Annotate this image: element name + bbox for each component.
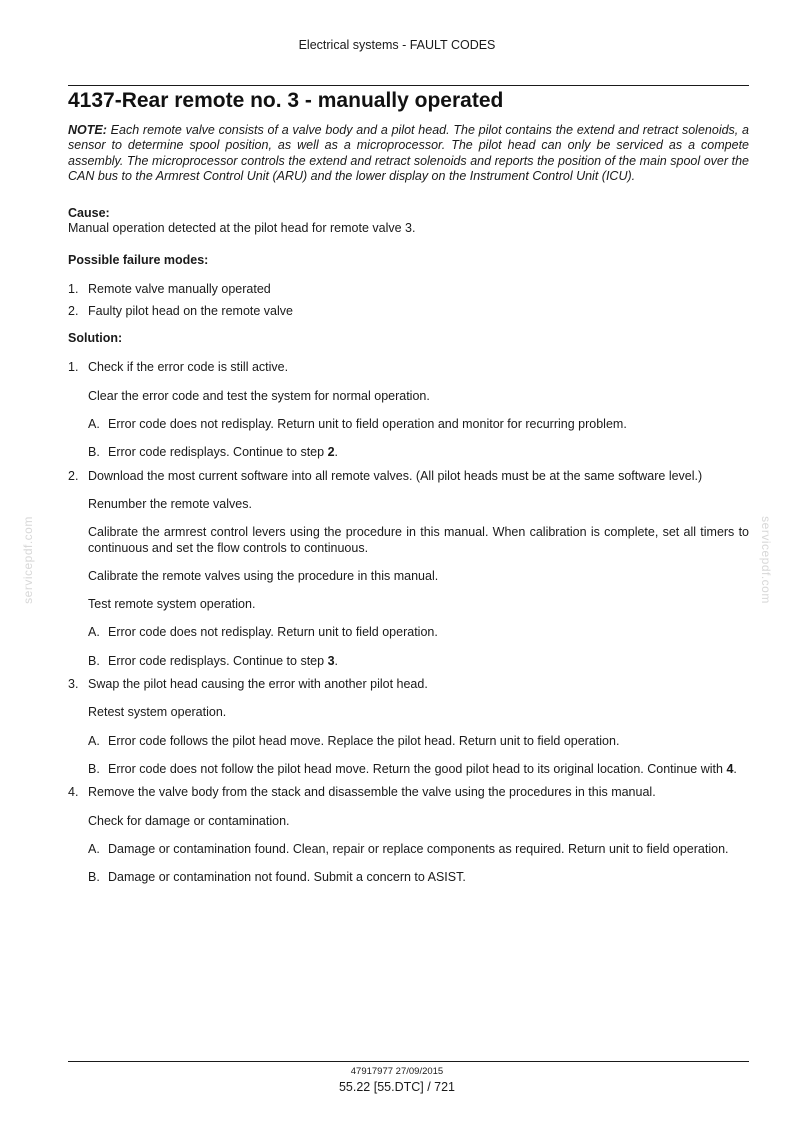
sub-step <box>88 870 749 885</box>
step-number: 1. <box>68 360 79 375</box>
sub-step-text: Error code follows the pilot head move. Replace the pilot head. Return unit to field operation. <box>108 733 620 748</box>
sub-step-text: Error code redisplays. Continue to step <box>108 653 328 668</box>
step-paragraph: Renumber the remote valves. <box>88 496 252 511</box>
step-text: Check if the error code is still active. <box>88 360 289 375</box>
sub-step <box>88 762 749 777</box>
failure-modes-list <box>68 282 749 319</box>
solution-step-4 <box>68 785 749 885</box>
sub-step-letter: B. <box>88 653 100 668</box>
solution-step-1 <box>68 360 749 460</box>
sub-step <box>88 842 749 857</box>
failure-modes-heading: Possible failure modes: <box>68 252 209 267</box>
step-paragraph: Calibrate the armrest control levers using the procedure in this manual. When calibration is complete, set all timers to continuous and set the flow controls to continuous. <box>88 525 749 555</box>
list-number: 2. <box>68 303 79 318</box>
note-label: NOTE: <box>68 123 107 137</box>
solution-step-2 <box>68 469 749 669</box>
sub-step <box>88 654 749 669</box>
step-number: 2. <box>68 468 79 483</box>
sub-step-text: Error code does not follow the pilot head move. Return the good pilot head to its original location. Continue with <box>108 761 727 776</box>
list-number: 1. <box>68 282 79 297</box>
list-text: Faulty pilot head on the remote valve <box>88 303 293 318</box>
footer-doc-info: 47917977 27/09/2015 <box>350 1066 444 1077</box>
header-divider <box>68 85 749 86</box>
step-reference: 2 <box>327 445 335 460</box>
sub-step-tail: . <box>334 653 338 668</box>
step-text: Download the most current software into all remote valves. (All pilot heads must be at the same software level.) <box>88 468 703 483</box>
step-number: 3. <box>68 677 79 692</box>
sub-step-letter: B. <box>88 445 100 460</box>
solution-heading: Solution: <box>68 331 123 346</box>
step-paragraph: Calibrate the remote valves using the procedure in this manual. <box>88 568 439 583</box>
step-reference: 4 <box>726 761 734 776</box>
sub-step-tail: . <box>334 445 338 460</box>
watermark-right: servicepdf.com <box>759 516 773 604</box>
sub-step-text: Error code redisplays. Continue to step <box>108 445 328 460</box>
cause-heading: Cause: <box>68 206 110 221</box>
note-paragraph <box>68 123 749 184</box>
sub-step <box>88 417 749 432</box>
sub-step-letter: B. <box>88 870 100 885</box>
sub-step-text: Damage or contamination not found. Submit a concern to ASIST. <box>108 870 466 885</box>
page-title: 4137-Rear remote no. 3 - manually operated <box>68 89 504 112</box>
step-text: Swap the pilot head causing the error with another pilot head. <box>88 677 428 692</box>
sub-step-letter: B. <box>88 761 100 776</box>
footer-divider <box>68 1061 749 1062</box>
step-reference: 3 <box>327 653 335 668</box>
main-content <box>68 123 749 898</box>
step-paragraph: Check for damage or contamination. <box>88 813 290 828</box>
step-text: Remove the valve body from the stack and disassemble the valve using the procedures in this manual. <box>88 785 656 800</box>
solution-steps <box>68 360 749 885</box>
step-paragraph: Clear the error code and test the system for normal operation. <box>88 388 430 403</box>
sub-step <box>88 445 749 460</box>
sub-step <box>88 734 749 749</box>
watermark-left: servicepdf.com <box>21 516 35 604</box>
step-paragraph: Test remote system operation. <box>88 597 256 612</box>
sub-step-letter: A. <box>88 417 100 432</box>
cause-text: Manual operation detected at the pilot head for remote valve 3. <box>68 221 416 236</box>
sub-step-tail: . <box>733 761 737 776</box>
sub-step-text: Error code does not redisplay. Return unit to field operation and monitor for recurring problem. <box>108 417 627 432</box>
solution-step-3 <box>68 677 749 777</box>
list-item <box>68 282 749 297</box>
sub-step-letter: A. <box>88 733 100 748</box>
footer-page-ref: 55.22 [55.DTC] / 721 <box>338 1080 456 1094</box>
list-item <box>68 304 749 319</box>
sub-step-text: Error code does not redisplay. Return unit to field operation. <box>108 625 438 640</box>
sub-step <box>88 625 749 640</box>
sub-step-text: Damage or contamination found. Clean, repair or replace components as required. Return unit to field operation. <box>108 841 729 856</box>
sub-step-letter: A. <box>88 625 100 640</box>
sub-step-letter: A. <box>88 841 100 856</box>
list-text: Remote valve manually operated <box>88 282 271 297</box>
note-text: Each remote valve consists of a valve body and a pilot head. The pilot contains the extend and retract solenoids, a sensor to determine spool position, as well as a microprocessor. The pilot head can only be serviced as a compete assembly. The microprocessor controls the extend and retract solenoids and reports the position of the main spool over the CAN bus to the Armrest Control Unit (ARU) and the lower display on the Instrument Control Unit (ICU). <box>68 123 749 183</box>
step-number: 4. <box>68 785 79 800</box>
running-header: Electrical systems - FAULT CODES <box>298 38 496 52</box>
step-paragraph: Retest system operation. <box>88 705 227 720</box>
